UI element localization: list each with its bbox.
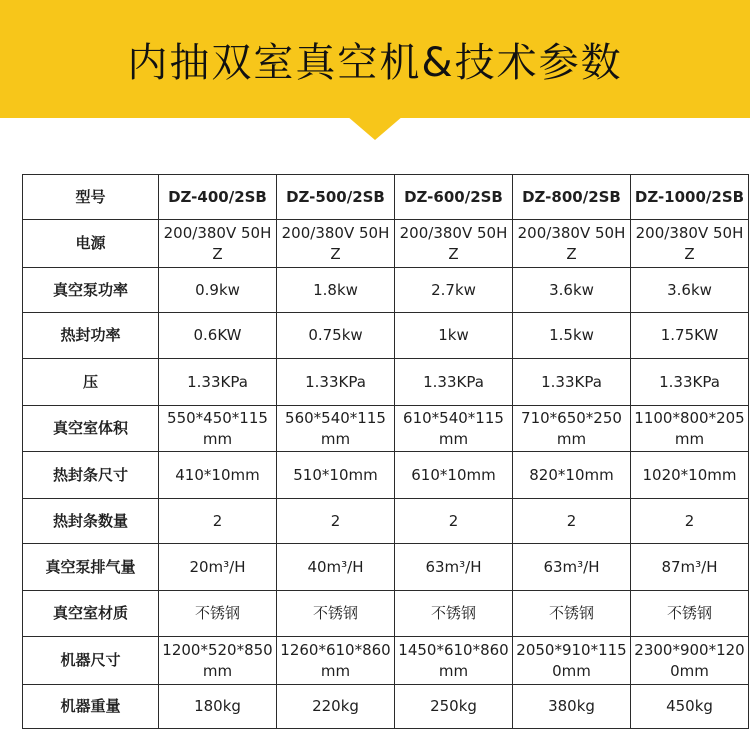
table-cell: 1260*610*860mm (277, 637, 395, 685)
table-cell: 不锈钢 (277, 591, 395, 637)
table-cell: 200/380V 50HZ (277, 220, 395, 268)
table-cell: 2 (395, 499, 513, 544)
table-cell: 2 (277, 499, 395, 544)
row-label: 型号 (23, 175, 159, 220)
table-row (23, 220, 749, 268)
table-cell: 1020*10mm (631, 452, 749, 499)
table-cell: 250kg (395, 685, 513, 729)
row-label: 真空泵功率 (23, 268, 159, 313)
table-cell: 2 (513, 499, 631, 544)
table-row (23, 313, 749, 359)
table-row (23, 268, 749, 313)
table-cell: 87m³/H (631, 544, 749, 591)
table-row (23, 544, 749, 591)
table-cell: 不锈钢 (631, 591, 749, 637)
spec-table-body (23, 175, 749, 729)
table-cell: 不锈钢 (513, 591, 631, 637)
table-cell: 0.75kw (277, 313, 395, 359)
table-cell: 1100*800*205mm (631, 406, 749, 452)
table-cell: 63m³/H (513, 544, 631, 591)
model-header-cell: DZ-1000/2SB (631, 175, 749, 220)
table-cell: 710*650*250mm (513, 406, 631, 452)
model-header-cell: DZ-400/2SB (159, 175, 277, 220)
table-cell: 200/380V 50HZ (159, 220, 277, 268)
table-cell: 2.7kw (395, 268, 513, 313)
table-cell: 2 (631, 499, 749, 544)
model-header-cell: DZ-600/2SB (395, 175, 513, 220)
table-cell: 1.75KW (631, 313, 749, 359)
model-header-cell: DZ-800/2SB (513, 175, 631, 220)
table-cell: 3.6kw (513, 268, 631, 313)
table-cell: 380kg (513, 685, 631, 729)
table-cell: 200/380V 50HZ (395, 220, 513, 268)
table-cell: 820*10mm (513, 452, 631, 499)
table-cell: 63m³/H (395, 544, 513, 591)
row-label: 真空泵排气量 (23, 544, 159, 591)
row-label: 真空室体积 (23, 406, 159, 452)
table-cell: 200/380V 50HZ (513, 220, 631, 268)
table-header-row (23, 175, 749, 220)
table-cell: 1.5kw (513, 313, 631, 359)
table-row (23, 452, 749, 499)
table-cell: 不锈钢 (159, 591, 277, 637)
row-label: 压 (23, 359, 159, 406)
row-label: 机器重量 (23, 685, 159, 729)
spec-table (22, 174, 749, 729)
table-cell: 610*10mm (395, 452, 513, 499)
table-cell: 1.33KPa (277, 359, 395, 406)
table-cell: 2 (159, 499, 277, 544)
table-cell: 2050*910*1150mm (513, 637, 631, 685)
model-header-cell: DZ-500/2SB (277, 175, 395, 220)
table-cell: 1450*610*860mm (395, 637, 513, 685)
row-label: 热封功率 (23, 313, 159, 359)
table-cell: 1.33KPa (395, 359, 513, 406)
table-row (23, 406, 749, 452)
table-cell: 2300*900*1200mm (631, 637, 749, 685)
table-cell: 550*450*115mm (159, 406, 277, 452)
table-row (23, 637, 749, 685)
table-cell: 450kg (631, 685, 749, 729)
table-row (23, 591, 749, 637)
table-cell: 1200*520*850mm (159, 637, 277, 685)
table-cell: 0.9kw (159, 268, 277, 313)
row-label: 机器尺寸 (23, 637, 159, 685)
table-row (23, 499, 749, 544)
table-cell: 220kg (277, 685, 395, 729)
page-title: 内抽双室真空机&技术参数 (127, 39, 623, 86)
row-label: 热封条数量 (23, 499, 159, 544)
row-label: 电源 (23, 220, 159, 268)
table-cell: 1kw (395, 313, 513, 359)
table-cell: 1.8kw (277, 268, 395, 313)
table-cell: 1.33KPa (513, 359, 631, 406)
table-cell: 610*540*115mm (395, 406, 513, 452)
table-cell: 560*540*115mm (277, 406, 395, 452)
table-row (23, 359, 749, 406)
table-cell: 3.6kw (631, 268, 749, 313)
table-cell: 200/380V 50HZ (631, 220, 749, 268)
table-cell: 510*10mm (277, 452, 395, 499)
table-cell: 1.33KPa (159, 359, 277, 406)
banner-notch (347, 116, 403, 140)
table-row (23, 685, 749, 729)
table-cell: 410*10mm (159, 452, 277, 499)
table-cell: 180kg (159, 685, 277, 729)
row-label: 真空室材质 (23, 591, 159, 637)
table-cell: 1.33KPa (631, 359, 749, 406)
row-label: 热封条尺寸 (23, 452, 159, 499)
table-cell: 0.6KW (159, 313, 277, 359)
table-cell: 不锈钢 (395, 591, 513, 637)
table-cell: 20m³/H (159, 544, 277, 591)
table-cell: 40m³/H (277, 544, 395, 591)
